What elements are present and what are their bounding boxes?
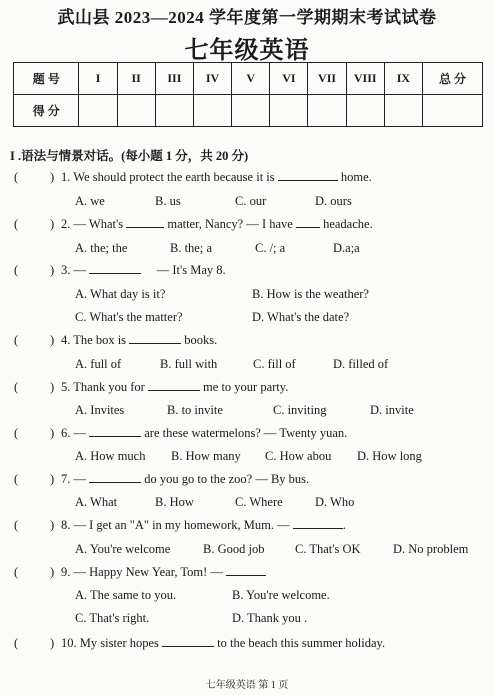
question-10 [14,636,386,651]
option[interactable]: C. /; a [255,241,286,255]
answer-blank[interactable] [89,435,141,437]
option[interactable]: D. Who [315,495,355,509]
answer-paren[interactable]: ( ) [14,518,48,533]
score-table-cell: 得 分 [14,95,79,127]
answer-paren[interactable]: ( ) [14,263,48,278]
exam-subject-title: 七年级英语 [184,38,310,64]
option[interactable]: A. The same to you. [75,588,177,602]
score-input-cell[interactable] [155,95,193,127]
option[interactable]: A. What [75,495,118,509]
question-stem: 5. Thank you for me to your party. [61,380,289,394]
question-stem: 8. — I get an "A" in my homework, Mum. — . [61,518,346,532]
option[interactable]: A. the; the [75,241,128,255]
question-stem: 3. — — It's May 8. [61,263,226,277]
option[interactable]: B. How many [171,449,241,463]
option[interactable]: B. How is the weather? [252,287,369,301]
score-input-cell[interactable] [308,95,346,127]
score-input-cell[interactable] [117,95,155,127]
question-1 [14,170,372,185]
score-table-cell: II [117,63,155,95]
question-7 [14,472,310,487]
question-8 [14,518,346,533]
option[interactable]: D. No problem [393,542,469,556]
option[interactable]: D. What's the date? [252,310,350,324]
option[interactable]: C. How abou [265,449,332,463]
answer-blank[interactable] [148,389,200,391]
question-stem: 2. — What's matter, Nancy? — I have headache. [61,217,373,231]
exam-title: 武山县 2023—2024 学年度第一学期期末考试试卷 [57,8,437,27]
score-table-cell: IX [384,63,422,95]
question-2 [14,217,373,232]
option[interactable]: B. to invite [167,403,223,417]
option[interactable]: D. How long [357,449,422,463]
score-table-cell: 题 号 [14,63,79,95]
answer-blank[interactable] [293,527,343,529]
option[interactable]: B. full with [160,357,218,371]
option[interactable]: C. our [235,194,267,208]
option[interactable]: C. That's OK [295,542,361,556]
question-9 [14,565,223,580]
page-footer: 七年级英语 第 1 页 [205,680,289,691]
option[interactable]: A. How much [75,449,146,463]
score-table-cell: I [79,63,117,95]
option[interactable]: C. What's the matter? [75,310,183,324]
section-title: I .语法与情景对话。(每小题 1 分，共 20 分) [10,149,249,163]
score-table-cell: V [232,63,270,95]
answer-paren[interactable]: ( ) [14,565,48,580]
answer-blank[interactable] [129,342,181,344]
option[interactable]: D. ours [315,194,352,208]
score-input-cell[interactable] [193,95,231,127]
question-stem: 9. — Happy New Year, Tom! — [61,565,266,580]
question-stem: 1. We should protect the earth because it is home. [61,170,372,184]
answer-paren[interactable]: ( ) [14,472,48,487]
answer-paren[interactable]: ( ) [14,170,48,185]
score-input-cell[interactable] [270,95,308,127]
score-table-cell: VII [308,63,346,95]
answer-paren[interactable]: ( ) [14,426,48,441]
option[interactable]: C. That's right. [75,611,150,625]
score-table-cell: III [155,63,193,95]
answer-blank[interactable] [162,645,214,647]
question-stem: 10. My sister hopes to the beach this summer holiday. [61,636,386,650]
answer-paren[interactable]: ( ) [14,636,48,651]
option[interactable]: A. full of [75,357,122,371]
option[interactable]: B. the; a [170,241,213,255]
answer-blank[interactable] [226,574,266,576]
answer-paren[interactable]: ( ) [14,217,48,232]
question-5 [14,380,289,395]
option[interactable]: D. filled of [333,357,389,371]
option[interactable]: B. You're welcome. [232,588,330,602]
option[interactable]: D.a;a [333,241,360,255]
answer-blank[interactable] [89,272,141,274]
score-table-header-row [14,63,483,95]
score-input-cell[interactable] [79,95,117,127]
option[interactable]: B. How [155,495,194,509]
question-4 [14,333,218,348]
answer-blank[interactable] [296,226,320,228]
score-input-cell[interactable] [422,95,482,127]
question-6 [14,426,348,441]
option[interactable]: A. we [75,194,105,208]
question-stem: 4. The box is books. [61,333,218,347]
answer-blank[interactable] [278,179,338,181]
option[interactable]: A. You're welcome [75,542,171,556]
answer-paren[interactable]: ( ) [14,333,48,348]
option[interactable]: B. Good job [203,542,265,556]
score-table-score-row [14,95,483,127]
score-input-cell[interactable] [346,95,384,127]
answer-paren[interactable]: ( ) [14,380,48,395]
answer-blank[interactable] [89,481,141,483]
question-3 [14,263,226,278]
option[interactable]: C. Where [235,495,283,509]
question-stem: 7. — do you go to the zoo? — By bus. [61,472,310,486]
question-stem: 6. — are these watermelons? — Twenty yuan. [61,426,348,440]
score-table [13,62,483,127]
score-table-cell: IV [193,63,231,95]
option[interactable]: C. inviting [273,403,327,417]
score-input-cell[interactable] [384,95,422,127]
score-table-cell: 总 分 [422,63,482,95]
option[interactable]: A. Invites [75,403,125,417]
option[interactable]: A. What day is it? [75,287,166,301]
option[interactable]: C. fill of [253,357,296,371]
option[interactable]: D. invite [370,403,414,417]
answer-blank[interactable] [126,226,164,228]
score-table-cell: VI [270,63,308,95]
option[interactable]: D. Thank you . [232,611,308,625]
option[interactable]: B. us [155,194,181,208]
score-input-cell[interactable] [232,95,270,127]
score-table-cell: VIII [346,63,384,95]
